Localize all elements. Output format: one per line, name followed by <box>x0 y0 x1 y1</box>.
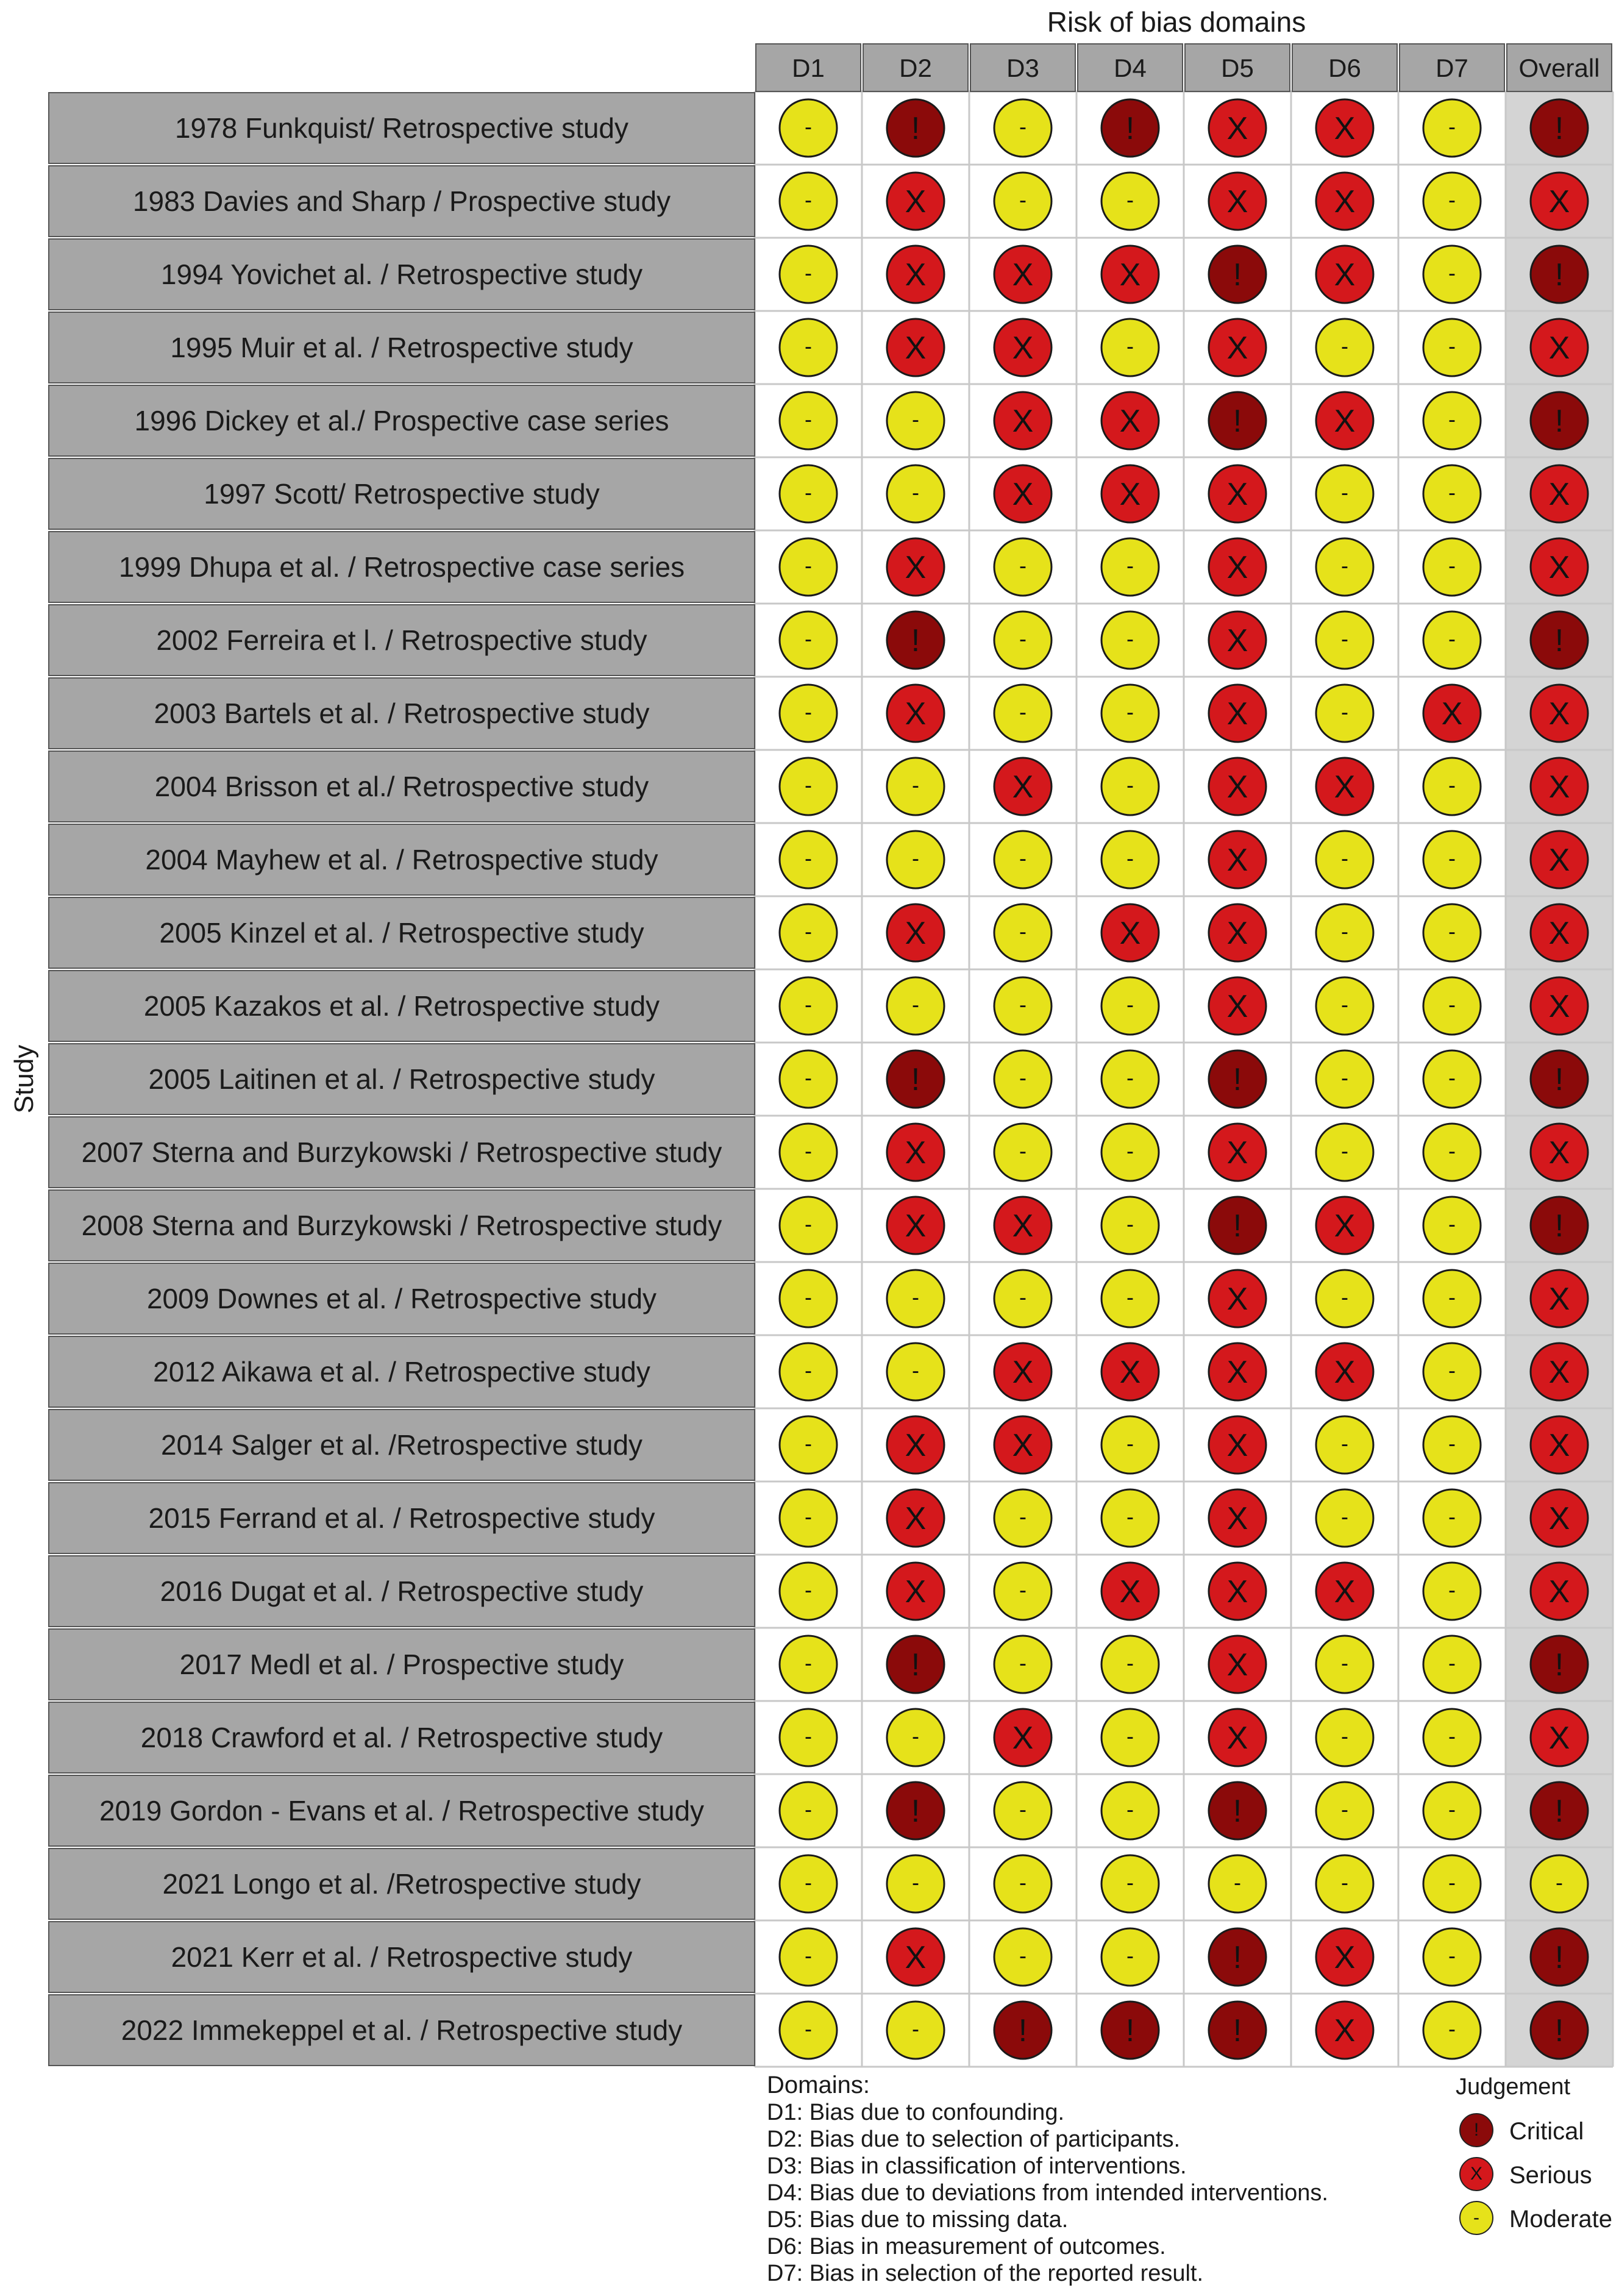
judgement-symbol: - <box>1019 1138 1027 1163</box>
study-label: 2004 Brisson et al./ Retrospective study <box>154 771 649 802</box>
column-header-overall: Overall <box>1518 54 1600 82</box>
judgement-symbol: - <box>1448 1285 1456 1310</box>
judgement-symbol: - <box>1126 1285 1134 1310</box>
judgement-symbol: - <box>1448 114 1456 139</box>
y-axis-label: Study <box>9 1044 39 1114</box>
judgement-symbol: X <box>1548 843 1570 878</box>
judgement-symbol: X <box>1226 1647 1248 1683</box>
judgement-symbol: ! <box>1233 1208 1242 1244</box>
judgement-symbol: - <box>1126 1797 1134 1822</box>
judgement-symbol: - <box>912 1285 919 1310</box>
judgement-symbol: - <box>1341 1285 1348 1310</box>
judgement-symbol: - <box>1019 1504 1027 1529</box>
judgement-symbol: X <box>905 1208 927 1244</box>
judgement-symbol: - <box>805 480 812 505</box>
judgement-symbol: - <box>1126 992 1134 1017</box>
judgement-symbol: X <box>1119 404 1141 439</box>
judgement-symbol: ! <box>1018 2013 1028 2048</box>
judgement-symbol: X <box>1334 2013 1356 2048</box>
judgement-symbol: ! <box>911 1647 920 1683</box>
judgement-symbol: X <box>1334 1940 1356 1975</box>
judgement-symbol: - <box>912 992 919 1017</box>
legend-title: Judgement <box>1456 2074 1571 2100</box>
judgement-symbol: - <box>1019 187 1027 212</box>
judgement-symbol: - <box>1448 187 1456 212</box>
judgement-symbol: X <box>1226 1428 1248 1463</box>
judgement-symbol: - <box>1448 407 1456 432</box>
judgement-symbol: - <box>805 626 812 651</box>
judgement-symbol: - <box>1019 1577 1027 1602</box>
legend-label: Serious <box>1509 2162 1592 2189</box>
judgement-symbol: - <box>1126 1870 1134 1895</box>
judgement-symbol: - <box>805 2016 812 2041</box>
judgement-symbol: X <box>1548 184 1570 219</box>
study-label: 2005 Kazakos et al. / Retrospective study <box>143 990 660 1022</box>
judgement-symbol: - <box>805 187 812 212</box>
judgement-symbol: ! <box>1554 1940 1564 1975</box>
judgement-symbol: ! <box>1125 2013 1135 2048</box>
study-label: 2004 Mayhew et al. / Retrospective study <box>145 844 658 875</box>
column-header-d5: D5 <box>1221 54 1254 82</box>
judgement-symbol: - <box>1019 992 1027 1017</box>
judgement-symbol: ! <box>1554 2013 1564 2048</box>
judgement-symbol: ! <box>1554 1647 1564 1683</box>
study-label: 1997 Scott/ Retrospective study <box>204 478 600 510</box>
legend-item-moderate <box>1459 2201 1619 2237</box>
judgement-symbol: - <box>1126 1724 1134 1749</box>
judgement-symbol: X <box>1548 1355 1570 1390</box>
study-label: 2021 Kerr et al. / Retrospective study <box>171 1941 633 1973</box>
column-header-d2: D2 <box>899 54 932 82</box>
study-label: 2019 Gordon - Evans et al. / Retrospective study <box>99 1795 705 1827</box>
judgement-symbol: ! <box>1554 1208 1564 1244</box>
judgement-symbol: X <box>1548 1720 1570 1756</box>
judgement-symbol: - <box>805 1650 812 1675</box>
study-label: 2005 Kinzel et al. / Retrospective study <box>159 917 644 949</box>
judgement-symbol: X <box>905 916 927 951</box>
judgement-symbol: ! <box>911 623 920 658</box>
study-label: 1999 Dhupa et al. / Retrospective case series <box>118 551 685 583</box>
judgement-symbol: - <box>1019 1650 1027 1675</box>
judgement-symbol: - <box>1126 1431 1134 1456</box>
study-label: 1996 Dickey et al./ Prospective case series <box>134 405 669 437</box>
judgement-symbol: - <box>1126 699 1134 724</box>
judgement-symbol: - <box>805 992 812 1017</box>
study-label: 2018 Crawford et al. / Retrospective study <box>140 1722 663 1753</box>
judgement-symbol: - <box>1126 553 1134 578</box>
judgement-symbol: - <box>1341 1724 1348 1749</box>
study-label: 2008 Sterna and Burzykowski / Retrospective study <box>81 1210 722 1241</box>
judgement-symbol: - <box>805 1797 812 1822</box>
judgement-symbol: - <box>1448 626 1456 651</box>
legend-swatch: - <box>1459 2201 1493 2235</box>
judgement-symbol: X <box>1334 1208 1356 1244</box>
judgement-symbol: - <box>1448 1724 1456 1749</box>
study-label: 2016 Dugat et al. / Retrospective study <box>160 1575 644 1607</box>
judgement-symbol: - <box>912 1870 919 1895</box>
judgement-symbol: - <box>805 699 812 724</box>
judgement-symbol: - <box>805 772 812 797</box>
judgement-symbol: X <box>1548 769 1570 805</box>
judgement-symbol: - <box>805 846 812 871</box>
judgement-symbol: X <box>905 1135 927 1171</box>
judgement-symbol: ! <box>911 1062 920 1097</box>
judgement-symbol: - <box>1341 626 1348 651</box>
judgement-symbol: - <box>1448 772 1456 797</box>
study-label: 1978 Funkquist/ Retrospective study <box>174 112 629 144</box>
judgement-symbol: X <box>1334 184 1356 219</box>
judgement-symbol: X <box>1548 550 1570 585</box>
chart-title: Risk of bias domains <box>1047 6 1306 38</box>
judgement-symbol: - <box>1448 1431 1456 1456</box>
judgement-symbol: X <box>905 696 927 732</box>
judgement-symbol: - <box>805 1870 812 1895</box>
judgement-symbol: - <box>1019 1943 1027 1968</box>
judgement-symbol: - <box>1126 1943 1134 1968</box>
judgement-symbol: - <box>1126 772 1134 797</box>
judgement-symbol: - <box>1341 992 1348 1017</box>
judgement-symbol: X <box>1548 330 1570 366</box>
judgement-symbol: - <box>805 1431 812 1456</box>
judgement-symbol: X <box>905 330 927 366</box>
judgement-symbol: - <box>805 260 812 285</box>
domain-line: D2: Bias due to selection of participants. <box>767 2127 1181 2152</box>
judgement-symbol: - <box>805 553 812 578</box>
column-header-d1: D1 <box>792 54 825 82</box>
judgement-symbol: - <box>912 846 919 871</box>
judgement-symbol: - <box>1448 480 1456 505</box>
judgement-symbol: ! <box>1554 111 1564 146</box>
judgement-symbol: - <box>1126 187 1134 212</box>
judgement-symbol: - <box>1019 1797 1027 1822</box>
judgement-symbol: X <box>1226 1355 1248 1390</box>
judgement-symbol: - <box>805 1211 812 1236</box>
judgement-symbol: X <box>1548 1574 1570 1610</box>
judgement-symbol: - <box>912 1358 919 1383</box>
judgement-symbol: - <box>805 1504 812 1529</box>
study-label: 2012 Aikawa et al. / Retrospective study <box>153 1356 650 1388</box>
judgement-symbol: - <box>1448 1577 1456 1602</box>
domain-line: D5: Bias due to missing data. <box>767 2207 1069 2233</box>
judgement-symbol: - <box>805 1577 812 1602</box>
judgement-symbol: - <box>1448 1943 1456 1968</box>
column-header-d6: D6 <box>1328 54 1361 82</box>
judgement-symbol: - <box>1341 1431 1348 1456</box>
study-label: 1983 Davies and Sharp / Prospective study <box>132 185 671 217</box>
column-header-d4: D4 <box>1114 54 1147 82</box>
judgement-symbol: - <box>1448 553 1456 578</box>
judgement-symbol: - <box>1341 553 1348 578</box>
legend-label: Critical <box>1509 2118 1584 2145</box>
study-label: 2017 Medl et al. / Prospective study <box>179 1649 624 1680</box>
judgement-symbol: X <box>1226 477 1248 512</box>
judgement-symbol: - <box>805 1724 812 1749</box>
judgement-symbol: - <box>1448 1504 1456 1529</box>
domains-title: Domains: <box>767 2072 870 2098</box>
judgement-symbol: X <box>1012 1428 1034 1463</box>
legend-label: Moderate <box>1509 2206 1612 2233</box>
judgement-symbol: X <box>1334 1574 1356 1610</box>
judgement-symbol: X <box>1226 843 1248 878</box>
judgement-symbol: - <box>1341 846 1348 871</box>
study-label: 2015 Ferrand et al. / Retrospective study <box>148 1502 655 1534</box>
judgement-symbol: ! <box>1233 257 1242 293</box>
judgement-symbol: X <box>1119 916 1141 951</box>
judgement-symbol: X <box>1012 1720 1034 1756</box>
judgement-symbol: - <box>805 1138 812 1163</box>
judgement-symbol: - <box>1126 333 1134 358</box>
judgement-symbol: X <box>1226 111 1248 146</box>
domain-line: D6: Bias in measurement of outcomes. <box>767 2234 1166 2259</box>
judgement-symbol: - <box>1341 480 1348 505</box>
judgement-symbol: X <box>1548 1135 1570 1171</box>
judgement-symbol: X <box>1012 1355 1034 1390</box>
judgement-symbol: - <box>1448 260 1456 285</box>
legend-swatch: ! <box>1459 2113 1493 2147</box>
judgement-symbol: X <box>1226 769 1248 805</box>
judgement-symbol: - <box>1448 919 1456 944</box>
judgement-symbol: - <box>1019 114 1027 139</box>
judgement-symbol: X <box>1226 1135 1248 1171</box>
domain-line: D3: Bias in classification of interventions. <box>767 2153 1187 2179</box>
judgement-symbol: - <box>912 772 919 797</box>
judgement-symbol: X <box>1334 1355 1356 1390</box>
judgement-symbol: X <box>1226 696 1248 732</box>
judgement-symbol: X <box>1119 1574 1141 1610</box>
legend-item-critical <box>1459 2113 1619 2150</box>
judgement-symbol: - <box>1126 1211 1134 1236</box>
judgement-symbol: - <box>1019 919 1027 944</box>
judgement-symbol: X <box>1334 257 1356 293</box>
judgement-symbol: X <box>1548 1501 1570 1536</box>
judgement-symbol: - <box>1341 1138 1348 1163</box>
judgement-symbol: X <box>1334 404 1356 439</box>
column-header-d7: D7 <box>1436 54 1468 82</box>
judgement-symbol: - <box>1126 1065 1134 1090</box>
judgement-symbol: ! <box>1554 1794 1564 1829</box>
judgement-symbol: X <box>1548 1282 1570 1317</box>
judgement-symbol: X <box>1012 769 1034 805</box>
judgement-symbol: X <box>1012 1208 1034 1244</box>
judgement-symbol: X <box>1548 916 1570 951</box>
judgement-symbol: X <box>1226 550 1248 585</box>
judgement-symbol: ! <box>1233 2013 1242 2048</box>
judgement-symbol: X <box>1334 769 1356 805</box>
domain-line: D1: Bias due to confounding. <box>767 2100 1065 2125</box>
judgement-symbol: - <box>1556 1870 1563 1895</box>
judgement-symbol: - <box>1019 846 1027 871</box>
judgement-symbol: ! <box>1233 1794 1242 1829</box>
judgement-symbol: - <box>805 114 812 139</box>
judgement-symbol: - <box>1341 1870 1348 1895</box>
judgement-symbol: - <box>1448 1797 1456 1822</box>
judgement-symbol: ! <box>1554 404 1564 439</box>
judgement-symbol: X <box>905 257 927 293</box>
judgement-symbol: - <box>1019 699 1027 724</box>
judgement-symbol: X <box>1548 989 1570 1024</box>
judgement-symbol: X <box>1226 1720 1248 1756</box>
judgement-symbol: - <box>1019 1065 1027 1090</box>
judgement-symbol: - <box>1019 1870 1027 1895</box>
judgement-symbol: ! <box>911 1794 920 1829</box>
judgement-symbol: X <box>1548 696 1570 732</box>
judgement-symbol: ! <box>1125 111 1135 146</box>
judgement-symbol: ! <box>1233 1940 1242 1975</box>
judgement-symbol: - <box>1448 992 1456 1017</box>
judgement-symbol: - <box>805 333 812 358</box>
judgement-symbol: - <box>1126 626 1134 651</box>
judgement-symbol: ! <box>911 111 920 146</box>
judgement-symbol: X <box>905 1574 927 1610</box>
judgement-symbol: - <box>1234 1870 1241 1895</box>
judgement-symbol: - <box>1126 1138 1134 1163</box>
judgement-symbol: - <box>912 480 919 505</box>
judgement-symbol: - <box>805 919 812 944</box>
judgement-symbol: X <box>1226 330 1248 366</box>
judgement-symbol: - <box>1448 1065 1456 1090</box>
judgement-symbol: X <box>1226 184 1248 219</box>
legend-item-serious <box>1459 2157 1619 2194</box>
judgement-symbol: X <box>1012 477 1034 512</box>
study-label: 1994 Yovichet al. / Retrospective study <box>160 258 643 290</box>
judgement-symbol: - <box>805 407 812 432</box>
judgement-symbol: X <box>1012 404 1034 439</box>
study-label: 2005 Laitinen et al. / Retrospective study <box>148 1063 655 1095</box>
judgement-symbol: - <box>805 1285 812 1310</box>
judgement-symbol: ! <box>1554 623 1564 658</box>
judgement-symbol: X <box>1119 477 1141 512</box>
judgement-symbol: X <box>1012 257 1034 293</box>
domain-line: D7: Bias in selection of the reported result. <box>767 2261 1204 2286</box>
judgement-symbol: X <box>1226 989 1248 1024</box>
judgement-symbol: - <box>912 407 919 432</box>
study-label: 2021 Longo et al. /Retrospective study <box>162 1868 641 1900</box>
judgement-symbol: X <box>905 1428 927 1463</box>
judgement-symbol: - <box>1019 553 1027 578</box>
judgement-symbol: ! <box>1233 404 1242 439</box>
judgement-symbol: X <box>905 184 927 219</box>
judgement-symbol: - <box>805 1943 812 1968</box>
study-label: 2003 Bartels et al. / Retrospective study <box>154 697 650 729</box>
judgement-symbol: X <box>1226 1282 1248 1317</box>
judgement-symbol: - <box>1126 1504 1134 1529</box>
judgement-symbol: - <box>1448 1870 1456 1895</box>
judgement-symbol: X <box>905 1501 927 1536</box>
judgement-symbol: X <box>1226 916 1248 951</box>
study-label: 2002 Ferreira et l. / Retrospective study <box>156 624 647 656</box>
study-label: 2007 Sterna and Burzykowski / Retrospective study <box>81 1136 722 1168</box>
judgement-symbol: - <box>1126 846 1134 871</box>
judgement-symbol: X <box>1012 330 1034 366</box>
study-label: 2022 Immekeppel et al. / Retrospective study <box>121 2014 683 2046</box>
study-label: 2014 Salger et al. /Retrospective study <box>160 1429 643 1461</box>
judgement-symbol: - <box>1341 919 1348 944</box>
judgement-symbol: - <box>1341 333 1348 358</box>
judgement-symbol: - <box>1448 2016 1456 2041</box>
judgement-symbol: - <box>1448 1138 1456 1163</box>
judgement-symbol: - <box>1341 1504 1348 1529</box>
judgement-symbol: X <box>1548 1428 1570 1463</box>
judgement-symbol: - <box>1448 1358 1456 1383</box>
legend-swatch: X <box>1459 2157 1493 2191</box>
domain-line: D4: Bias due to deviations from intended interventions. <box>767 2180 1328 2206</box>
judgement-symbol: - <box>1019 1285 1027 1310</box>
judgement-symbol: - <box>1448 1650 1456 1675</box>
judgement-symbol: X <box>1226 1501 1248 1536</box>
judgement-symbol: - <box>912 2016 919 2041</box>
judgement-symbol: X <box>905 550 927 585</box>
judgement-symbol: - <box>805 1358 812 1383</box>
judgement-symbol: X <box>905 1940 927 1975</box>
judgement-symbol: ! <box>1233 1062 1242 1097</box>
judgement-symbol: X <box>1119 1355 1141 1390</box>
judgement-symbol: - <box>1341 699 1348 724</box>
judgement-symbol: - <box>912 1724 919 1749</box>
judgement-symbol: - <box>1019 626 1027 651</box>
judgement-symbol: - <box>1341 1797 1348 1822</box>
judgement-symbol: ! <box>1554 1062 1564 1097</box>
judgement-symbol: - <box>1448 333 1456 358</box>
judgement-symbol: - <box>1448 846 1456 871</box>
judgement-symbol: ! <box>1554 257 1564 293</box>
judgement-symbol: - <box>1341 1065 1348 1090</box>
study-label: 2009 Downes et al. / Retrospective study <box>146 1283 657 1314</box>
judgement-symbol: X <box>1226 1574 1248 1610</box>
judgement-symbol: X <box>1441 696 1463 732</box>
column-header-d3: D3 <box>1006 54 1039 82</box>
judgement-symbol: - <box>805 1065 812 1090</box>
judgement-symbol: - <box>1126 1650 1134 1675</box>
judgement-symbol: X <box>1226 623 1248 658</box>
study-label: 1995 Muir et al. / Retrospective study <box>170 332 633 363</box>
judgement-symbol: X <box>1119 257 1141 293</box>
judgement-symbol: - <box>1448 1211 1456 1236</box>
judgement-symbol: X <box>1334 111 1356 146</box>
judgement-symbol: X <box>1548 477 1570 512</box>
judgement-symbol: - <box>1341 1650 1348 1675</box>
